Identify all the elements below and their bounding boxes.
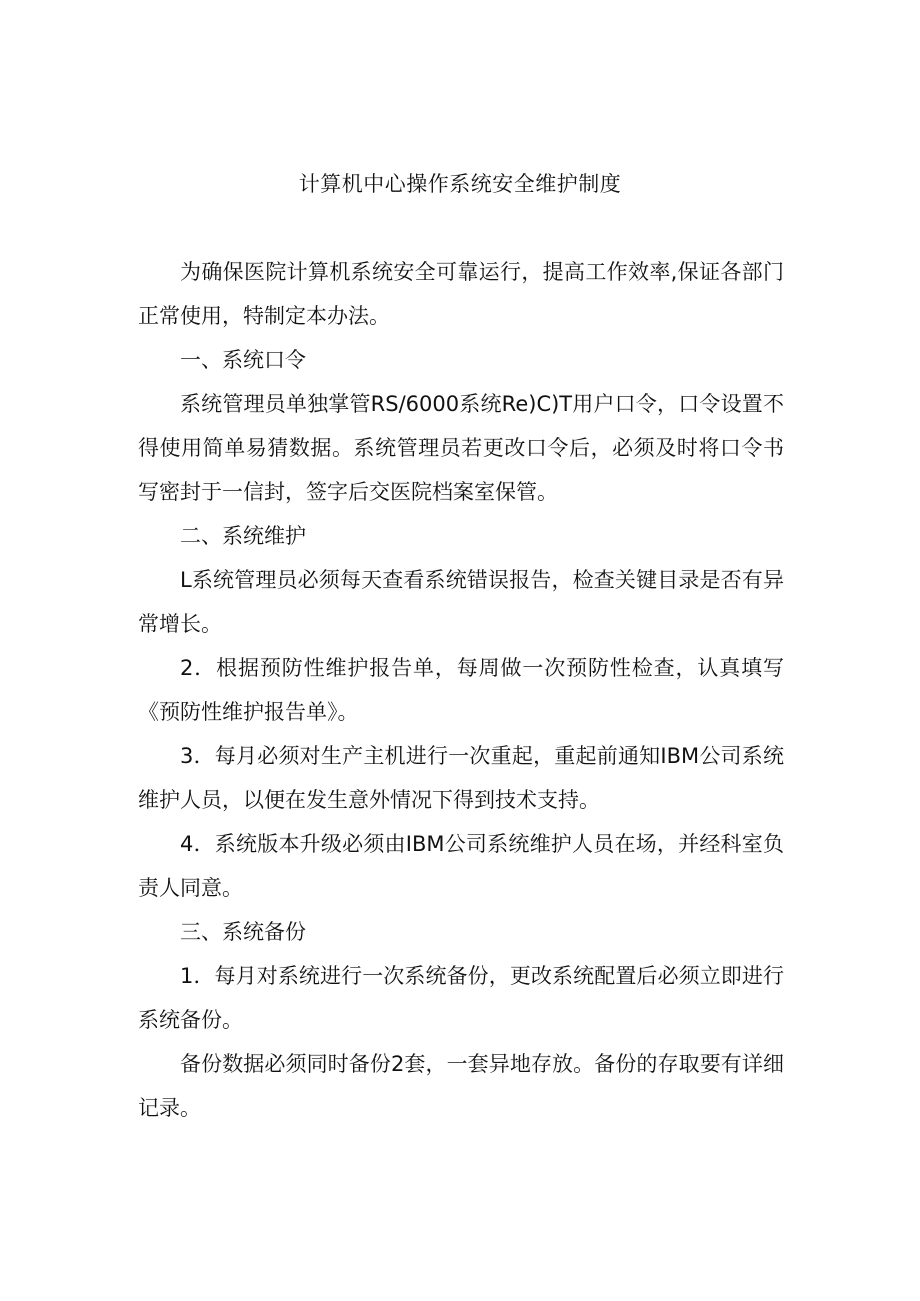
maintenance-item-1: L系统管理员必须每天查看系统错误报告，检查关键目录是否有异常增长。 — [138, 568, 784, 636]
section-heading-password: 一、系统口令 — [180, 348, 306, 372]
intro-paragraph: 为确保医院计算机系统安全可靠运行，提高工作效率,保证各部门正常使用，特制定本办法。 — [138, 260, 784, 328]
document-body — [138, 250, 784, 1130]
section-heading-maintenance: 二、系统维护 — [180, 524, 306, 548]
backup-item-2: 备份数据必须同时备份2套，一套异地存放。备份的存取要有详细记录。 — [138, 1052, 784, 1120]
backup-item-1: 1．每月对系统进行一次系统备份，更改系统配置后必须立即进行系统备份。 — [138, 964, 784, 1032]
section-heading-backup: 三、系统备份 — [180, 920, 306, 944]
maintenance-item-3: 3．每月必须对生产主机进行一次重起，重起前通知IBM公司系统维护人员，以便在发生意外情况下得到技术支持。 — [138, 744, 784, 812]
document-title: 计算机中心操作系统安全维护制度 — [298, 172, 622, 196]
maintenance-item-4: 4．系统版本升级必须由IBM公司系统维护人员在场，并经科室负责人同意。 — [138, 832, 784, 900]
password-paragraph: 系统管理员单独掌管RS/6000系统Re)C)T用户口令，口令设置不得使用简单易猜数据。系统管理员若更改口令后，必须及时将口令书写密封于一信封，签字后交医院档案室保管。 — [138, 392, 784, 504]
maintenance-item-2: 2．根据预防性维护报告单，每周做一次预防性检查，认真填写《预防性维护报告单》。 — [138, 656, 784, 724]
